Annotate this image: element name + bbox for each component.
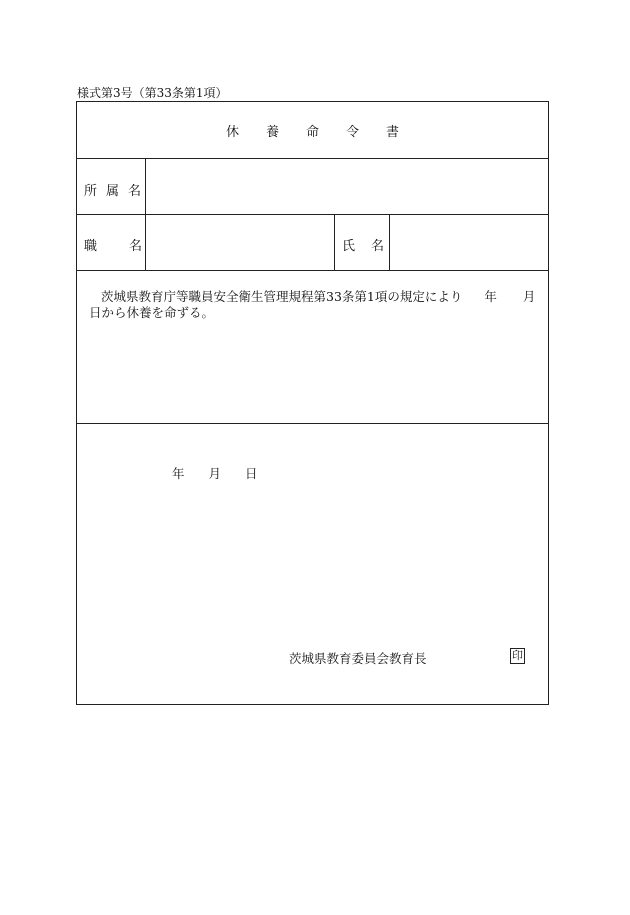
divider: [77, 158, 548, 159]
order-text: 茨城県教育庁等職員安全衛生管理規程第33条第1項の規定により 年 月日から休養を命ずる。: [89, 289, 536, 320]
form-number: 様式第3号（第33条第1項）: [77, 86, 228, 100]
form-title: 休養命令書: [225, 124, 426, 140]
signer-title: 茨城県教育委員会教育長: [289, 651, 427, 666]
divider: [77, 214, 548, 215]
seal-mark: 印: [512, 649, 523, 662]
order-form: [76, 101, 549, 705]
order-section: [77, 270, 548, 423]
issue-date: 年 月 日: [172, 466, 258, 481]
name-label: 氏名: [342, 239, 401, 254]
divider: [334, 214, 335, 270]
position-label: 職名: [84, 239, 175, 254]
divider: [77, 423, 548, 424]
affiliation-label: 所属名: [84, 184, 151, 199]
